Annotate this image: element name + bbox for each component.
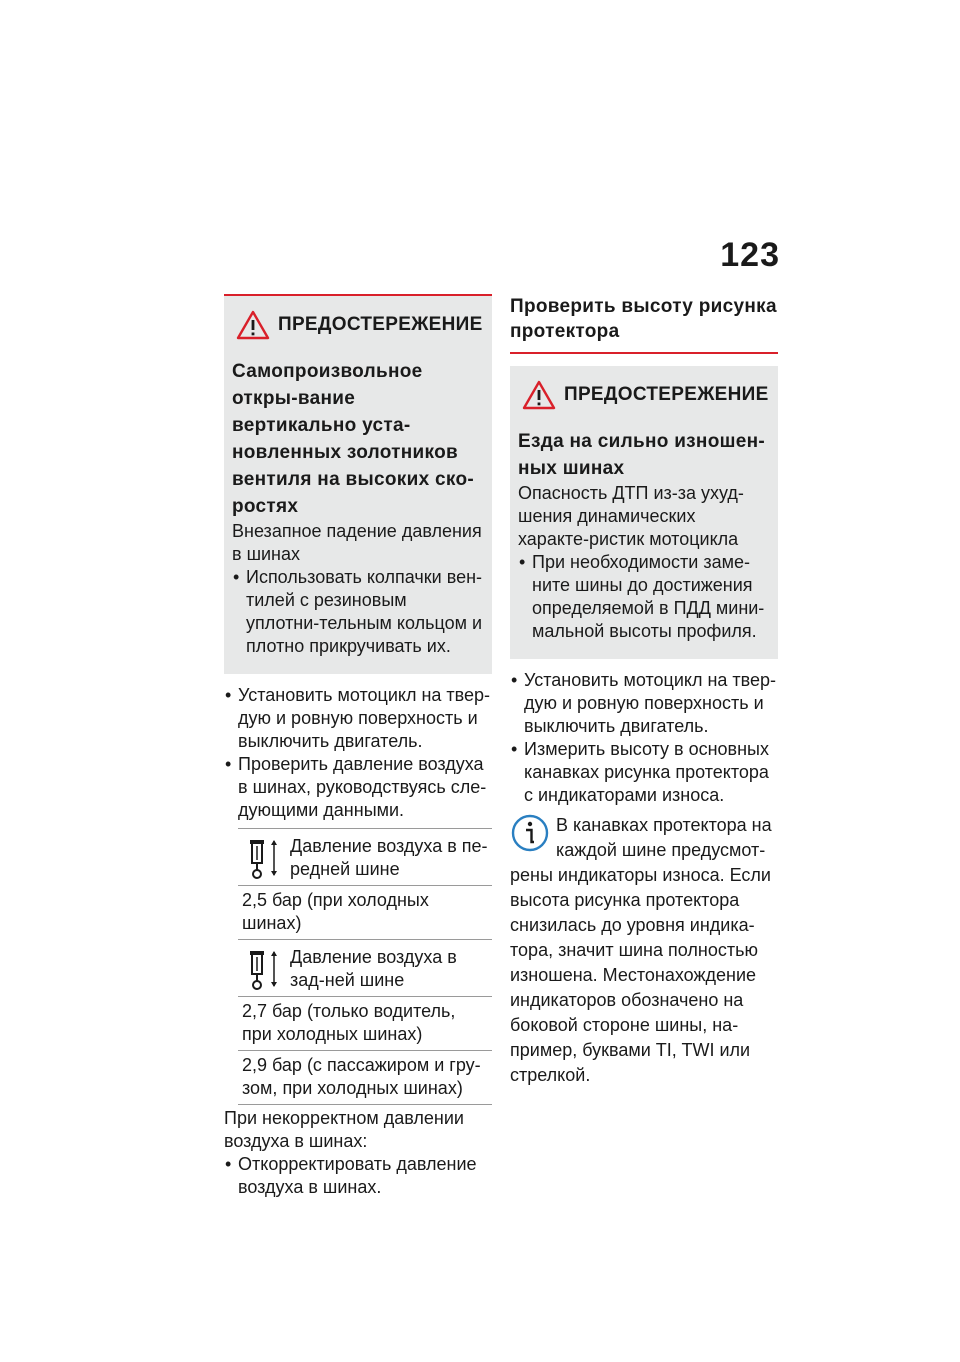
rear-pressure-header xyxy=(238,940,492,997)
warning-box-tread xyxy=(510,366,778,659)
section-title: Проверить высоту рисунка протектора xyxy=(510,294,778,354)
warning-title: ПРЕДОСТЕРЕЖЕНИЕ xyxy=(278,314,483,335)
warning-title: ПРЕДОСТЕРЕЖЕНИЕ xyxy=(564,384,769,405)
step-item: • Измерить высоту в основных канавках рисунка протектора с индикаторами износа. xyxy=(510,738,778,807)
front-pressure-header xyxy=(238,829,492,886)
tire-pressure-icon xyxy=(248,837,282,881)
incorrect-pressure-text: При некорректном давлении воздуха в шинах: xyxy=(224,1108,464,1151)
warning-subheading: Езда на сильно изношен-ных шинах xyxy=(518,431,766,479)
warning-bullets xyxy=(232,566,482,658)
tread-steps xyxy=(510,669,778,807)
front-pressure-label: Давление воздуха в пе-редней шине xyxy=(290,836,488,879)
warning-box-valve xyxy=(224,294,492,674)
step-item: • Проверить давление воздуха в шинах, руководствуясь сле-дующими данными. xyxy=(224,753,492,822)
page-number: 123 xyxy=(720,236,780,274)
step-item: • Установить мотоцикл на твер-дую и ровную поверхность и выключить двигатель. xyxy=(510,669,778,738)
info-icon xyxy=(510,813,550,853)
warning-bullet: • Использовать колпачки вен-тилей с резиновым уплотни-тельным кольцом и плотно прикручивать их. xyxy=(232,566,482,658)
rear-pressure-label: Давление воздуха в зад-ней шине xyxy=(290,947,457,990)
warning-bullet: • При необходимости заме-ните шины до достижения определяемой в ПДД мини-мальной высоты профиля. xyxy=(518,551,768,643)
warning-triangle-icon xyxy=(236,310,270,340)
rear-pressure-value-passenger: 2,9 бар (с пассажиром и гру-зом, при холодных шинах) xyxy=(238,1051,492,1105)
warning-text: Опасность ДТП из-за ухуд-шения динамических характе-ристик мотоцикла xyxy=(518,483,744,549)
incorrect-pressure-bullets xyxy=(224,1153,492,1199)
warning-header xyxy=(232,310,482,340)
info-text: В канавках протектора на каждой шине предусмот-рены индикаторы износа. Если высота рисунка протектора снизилась до уровня индика-тора, значит шина полностью изношена. Местонахождение индикаторов обозначено на боковой стороне шины, на-пример, буквами TI, TWI или стрелкой. xyxy=(510,815,772,1085)
info-note xyxy=(510,813,778,1088)
step-item: • Установить мотоцикл на твер-дую и ровную поверхность и выключить двигатель. xyxy=(224,684,492,753)
warning-subheading: Самопроизвольное откры-вание вертикально уста-новленных золотников вентиля на высоких ско-ростях xyxy=(232,361,474,517)
warning-header xyxy=(518,380,768,410)
left-column xyxy=(224,294,492,1199)
rear-pressure-value-solo: 2,7 бар (только водитель, при холодных шинах) xyxy=(238,997,492,1051)
right-column xyxy=(510,294,778,1088)
correct-pressure-bullet: • Откорректировать давление воздуха в шинах. xyxy=(224,1153,492,1199)
warning-triangle-icon xyxy=(522,380,556,410)
tire-pressure-icon xyxy=(248,948,282,992)
warning-bullets xyxy=(518,551,768,643)
warning-text: Внезапное падение давления в шинах xyxy=(232,521,482,564)
front-pressure-value: 2,5 бар (при холодных шинах) xyxy=(238,886,492,940)
tire-pressure-table xyxy=(238,828,492,1105)
pressure-steps xyxy=(224,684,492,822)
